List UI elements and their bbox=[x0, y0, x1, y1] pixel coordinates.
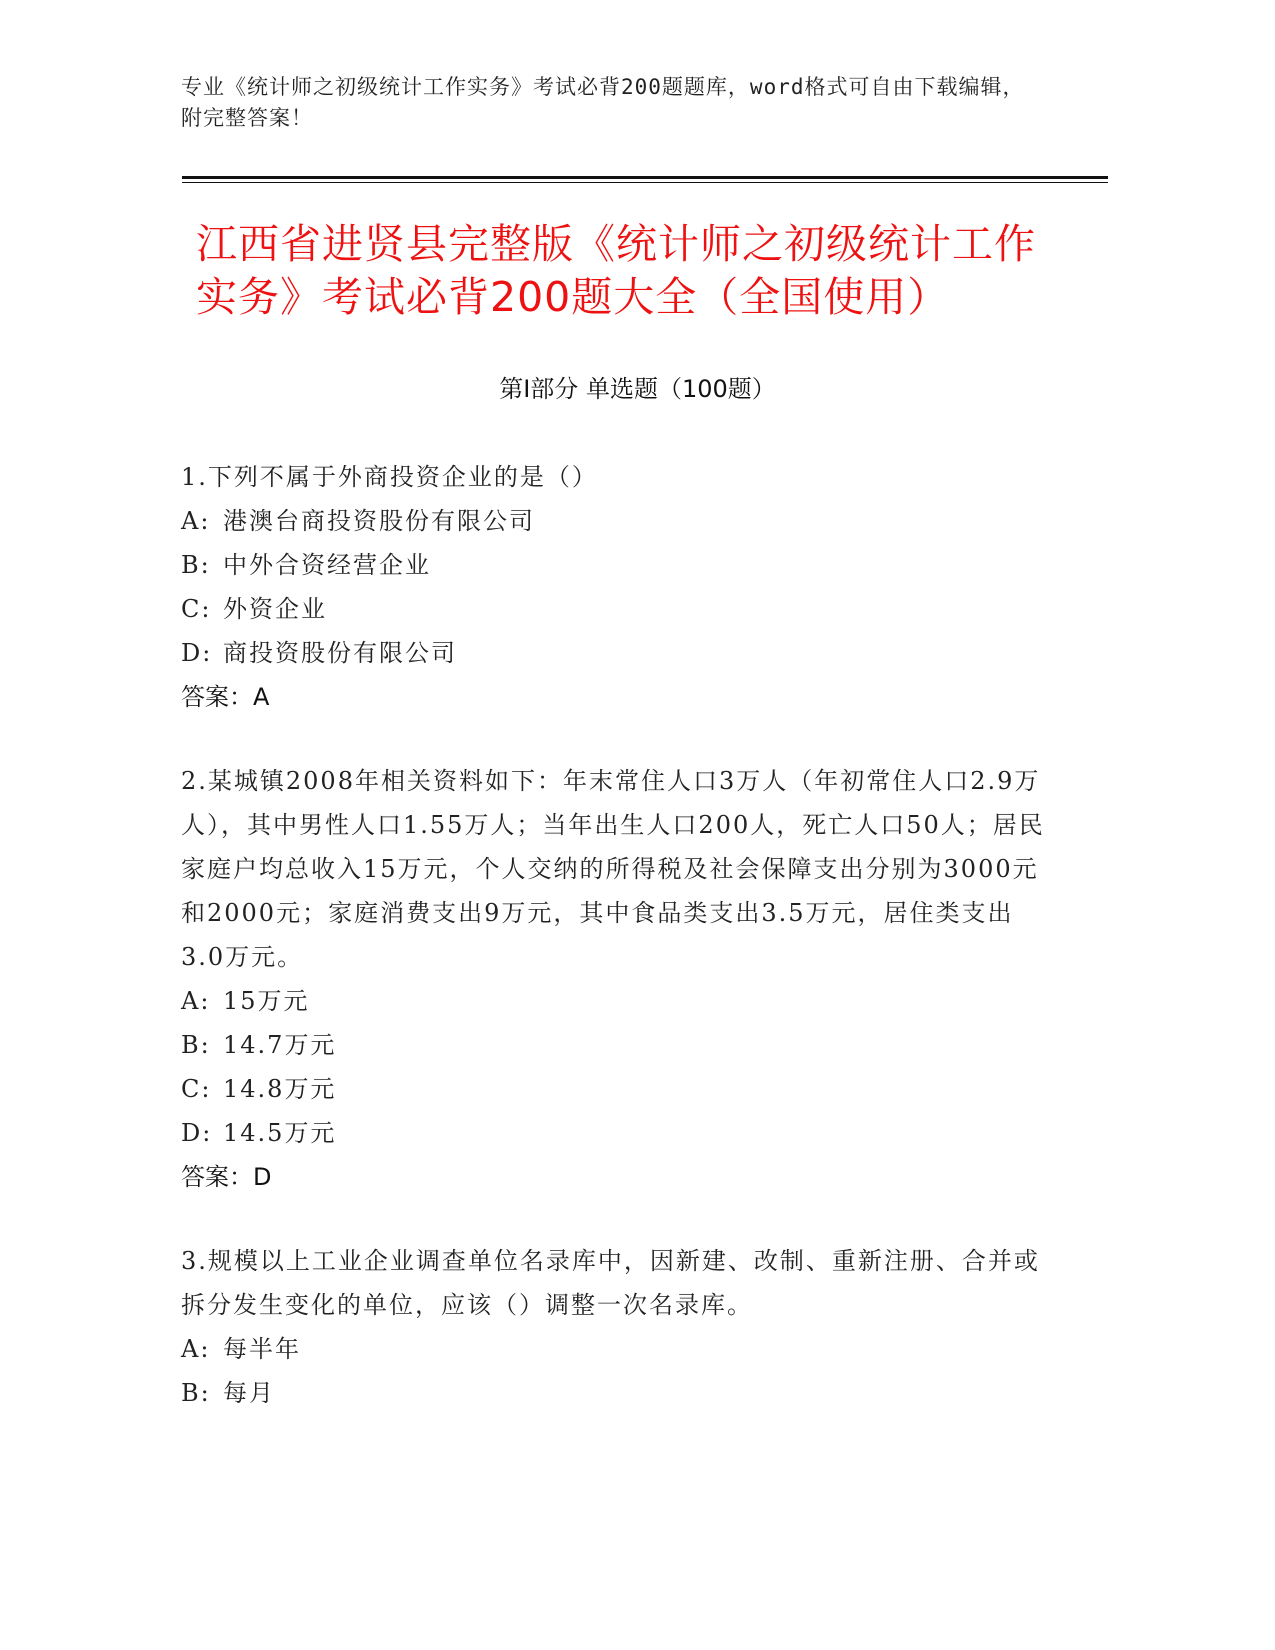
option-letter: B: bbox=[181, 1379, 211, 1407]
option-a bbox=[181, 499, 1051, 543]
question-stem: 2.某城镇2008年相关资料如下：年末常住人口3万人（年初常住人口2.9万人），其中男性人口1.55万人；当年出生人口200人，死亡人口50人；居民家庭户均总收入15万元，个人交纳的所得税及社会保障支出分别为3000元和2000元；家庭消费支出9万元，其中食品类支出3.5万元，居住类支出3.0万元。 bbox=[181, 767, 1045, 971]
option-text: 14.7万元 bbox=[223, 1031, 337, 1059]
section-title: 第Ⅰ部分 单选题（100题） bbox=[499, 375, 776, 403]
answer: 答案：A bbox=[181, 683, 270, 711]
option-letter: D: bbox=[181, 639, 213, 667]
option-text: 14.8万元 bbox=[223, 1075, 337, 1103]
option-text: 港澳台商投资股份有限公司 bbox=[223, 507, 535, 535]
option-a bbox=[181, 979, 1051, 1023]
option-b bbox=[181, 1023, 1051, 1067]
option-text: 14.5万元 bbox=[223, 1119, 337, 1147]
header-divider-thin bbox=[182, 182, 1108, 183]
option-c bbox=[181, 1067, 1051, 1111]
question-stem: 3.规模以上工业企业调查单位名录库中，因新建、改制、重新注册、合并或拆分发生变化的单位，应该（）调整一次名录库。 bbox=[181, 1247, 1040, 1319]
option-text: 每月 bbox=[223, 1379, 275, 1407]
option-letter: B: bbox=[181, 1031, 211, 1059]
option-a bbox=[181, 1327, 1051, 1371]
option-c bbox=[181, 587, 1051, 631]
question-list bbox=[181, 455, 1051, 1455]
option-letter: C: bbox=[181, 595, 212, 623]
question-2 bbox=[181, 759, 1051, 1199]
option-letter: A: bbox=[181, 987, 211, 1015]
option-d bbox=[181, 631, 1051, 675]
option-text: 每半年 bbox=[223, 1335, 301, 1363]
option-letter: B: bbox=[181, 551, 211, 579]
question-stem: 1.下列不属于外商投资企业的是（） bbox=[181, 463, 598, 491]
answer: 答案：D bbox=[181, 1163, 272, 1191]
option-letter: A: bbox=[181, 1335, 211, 1363]
option-text: 外资企业 bbox=[223, 595, 327, 623]
option-text: 中外合资经营企业 bbox=[223, 551, 431, 579]
header-divider-thick bbox=[182, 176, 1108, 179]
document-title: 江西省进贤县完整版《统计师之初级统计工作实务》考试必背200题大全（全国使用） bbox=[196, 220, 1036, 321]
option-text: 15万元 bbox=[223, 987, 310, 1015]
question-3 bbox=[181, 1239, 1051, 1415]
option-d bbox=[181, 1111, 1051, 1155]
option-letter: A: bbox=[181, 507, 211, 535]
option-letter: D: bbox=[181, 1119, 213, 1147]
option-text: 商投资股份有限公司 bbox=[223, 639, 457, 667]
option-b bbox=[181, 1371, 1051, 1415]
option-letter: C: bbox=[181, 1075, 212, 1103]
option-b bbox=[181, 543, 1051, 587]
header-note: 专业《统计师之初级统计工作实务》考试必背200题题库，word格式可自由下载编辑，附完整答案！ bbox=[181, 75, 1025, 130]
question-1 bbox=[181, 455, 1051, 719]
